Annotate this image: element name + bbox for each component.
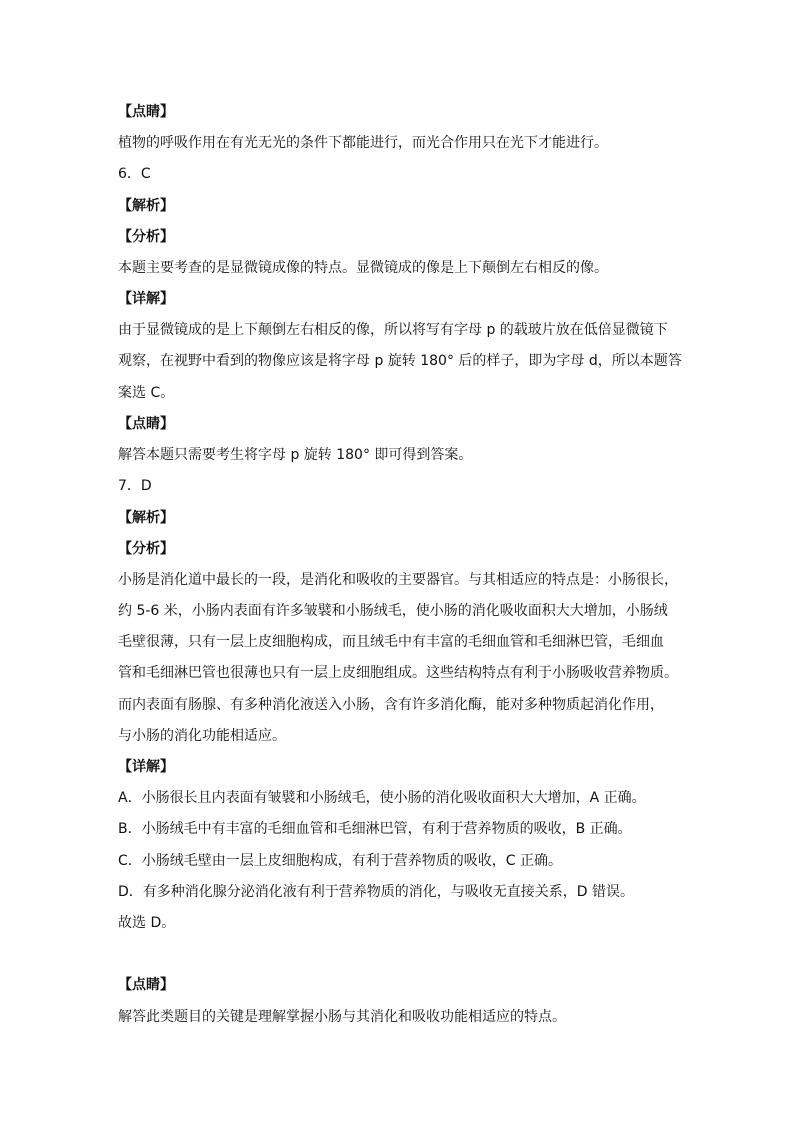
q7-dianjing-heading: 【点睛】 bbox=[118, 977, 174, 993]
q7-option-c: C．小肠绒毛壁由一层上皮细胞构成，有利于营养物质的吸收，C 正确。 bbox=[118, 853, 562, 869]
q5-dianjing-heading: 【点睛】 bbox=[118, 104, 174, 120]
q6-xiangjie-line: 由于显微镜成的是上下颠倒左右相反的像，所以将写有字母 p 的载玻片放在低倍显微镜下 bbox=[118, 322, 668, 338]
q7-xiangjie-heading: 【详解】 bbox=[118, 759, 174, 775]
q7-jiexi-heading: 【解析】 bbox=[118, 510, 174, 526]
q6-dianjing-heading: 【点睛】 bbox=[118, 416, 174, 432]
q7-option-b: B．小肠绒毛中有丰富的毛细血管和毛细淋巴管，有利于营养物质的吸收，B 正确。 bbox=[118, 821, 632, 837]
q7-option-d: D．有多种消化腺分泌消化液有利于营养物质的消化，与吸收无直接关系，D 错误。 bbox=[118, 884, 635, 900]
q6-fenxi-heading: 【分析】 bbox=[118, 229, 174, 245]
q6-dianjing-text: 解答本题只需要考生将字母 p 旋转 180° 即可得到答案。 bbox=[118, 447, 473, 463]
q6-xiangjie-line: 观察，在视野中看到的物像应该是将字母 p 旋转 180° 后的样子，即为字母 d，所以本题答 bbox=[118, 353, 682, 369]
q7-fenxi-line: 管和毛细淋巴管也很薄也只有一层上皮细胞组成。这些结构特点有利于小肠吸收营养物质。 bbox=[118, 665, 678, 681]
q5-dianjing-text: 植物的呼吸作用在有光无光的条件下都能进行，而光合作用只在光下才能进行。 bbox=[118, 135, 608, 151]
q7-fenxi-heading: 【分析】 bbox=[118, 541, 174, 557]
q6-answer: 6．C bbox=[118, 166, 151, 182]
q7-conclusion: 故选 D。 bbox=[118, 915, 176, 931]
q6-jiexi-heading: 【解析】 bbox=[118, 198, 174, 214]
q7-fenxi-line: 与小肠的消化功能相适应。 bbox=[118, 728, 286, 744]
q7-answer: 7．D bbox=[118, 478, 152, 494]
q7-option-a: A．小肠很长且内表面有皱襞和小肠绒毛，使小肠的消化吸收面积大大增加，A 正确。 bbox=[118, 790, 646, 806]
q6-xiangjie-heading: 【详解】 bbox=[118, 291, 174, 307]
q7-fenxi-line: 而内表面有肠腺、有多种消化液送入小肠，含有许多消化酶，能对多种物质起消化作用， bbox=[118, 697, 664, 713]
q6-xiangjie-line: 案选 C。 bbox=[118, 385, 175, 401]
q7-fenxi-line: 小肠是消化道中最长的一段，是消化和吸收的主要器官。与其相适应的特点是：小肠很长， bbox=[118, 572, 678, 588]
q7-fenxi-line: 约 5-6 米，小肠内表面有许多皱襞和小肠绒毛，使小肠的消化吸收面积大大增加，小肠绒 bbox=[118, 603, 668, 619]
q7-fenxi-line: 毛壁很薄，只有一层上皮细胞构成，而且绒毛中有丰富的毛细血管和毛细淋巴管，毛细血 bbox=[118, 634, 664, 650]
q6-fenxi-text: 本题主要考查的是显微镜成像的特点。显微镜成的像是上下颠倒左右相反的像。 bbox=[118, 260, 608, 276]
q7-dianjing-text: 解答此类题目的关键是理解掌握小肠与其消化和吸收功能相适应的特点。 bbox=[118, 1009, 566, 1025]
